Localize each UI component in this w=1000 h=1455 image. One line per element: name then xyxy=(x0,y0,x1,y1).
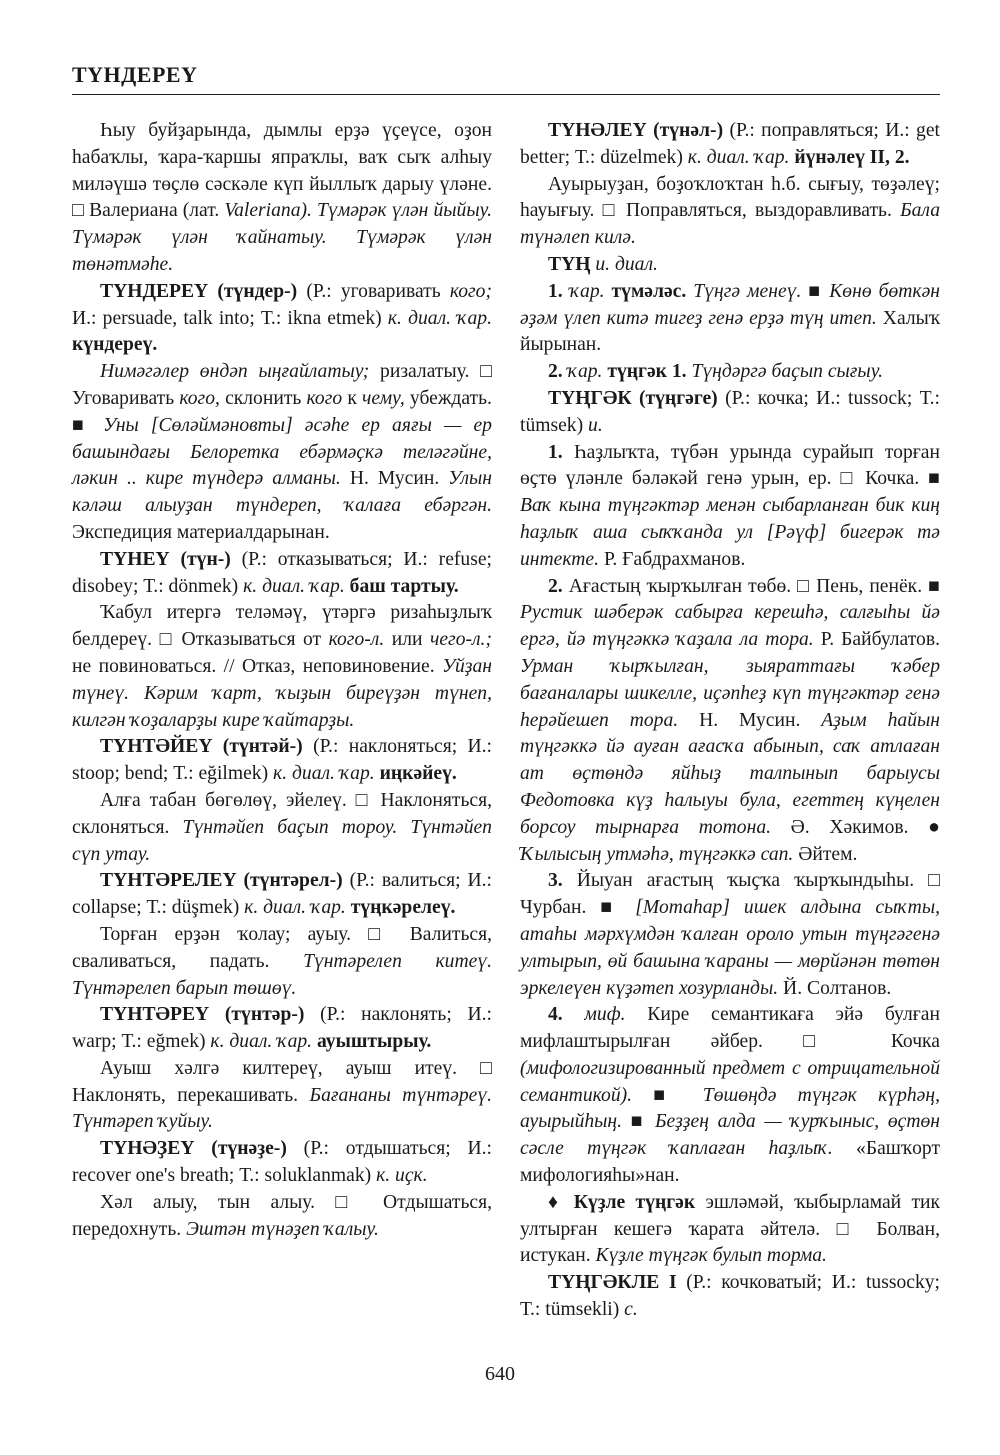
entry-tuntareleu-def: Торған ерҙән ҡолау; ауыу. □ Валиться, сваливаться, падать. Түнтәрелеп китеү. Түнтәрелеп барып төшөү. xyxy=(72,923,493,999)
entry-tuneu: ТҮНЕҮ (түн-) (Р.: отказываться; И.: refuse; disobey; Т.: dönmek) к. диал. ҡар. баш тартыу. xyxy=(72,548,492,597)
entry-tunazeu: ТҮНӘҘЕҮ (түнәҙе-) (Р.: отдышаться; И.: recover one's breath; Т.: soluklanmak) к. иҫк. xyxy=(72,1138,492,1187)
entry-tundereu-def: Нимәгәлер өндәп ыңғайлатыу; ризалатыу. □ Уговаривать кого, склонить кого к чему, убеждать. ■ Уны [Сөләймәновты] әсәһе ер аяғы — ер башындағы Белоретка ебәрмәҫкә теләгәйне, ләкин .. кире түндерә алманы. Н. Мусин. Улын кәләш алыуҙан түндереп, ҡалаға ебәргән. Экспедиция материалдарынан. xyxy=(72,361,492,543)
header-rule xyxy=(72,94,940,95)
entry-tungakle: ТҮҢГӘКЛЕ I (Р.: кочковатый; И.: tussocky; Т.: tümsekli) с. xyxy=(520,1272,940,1321)
entry-tunaleu-def: Ауырыуҙан, боҙоҡлоҡтан һ.б. сығыу, төҙәлеү; һауығыу. □ Поправляться, выздоравливать. Бала түнәлеп килә. xyxy=(520,173,940,249)
entry-tun: ТҮҢ и. диал. xyxy=(548,253,658,275)
entry-tuneu-def: Ҡабул итергә теләмәү, үтәргә ризаһыҙлыҡ белдереү. □ Отказываться от кого-л. или чего-л.; не повиноваться. // Отказ, неповиновение. Уйҙан түнеү. Кәрим ҡарт, ҡыҙын биреүҙән түнеп, килгән ҡоҙаларҙы кире ҡайтарҙы. xyxy=(72,602,492,731)
entry-tunaleu: ТҮНӘЛЕҮ (түнәл-) (Р.: поправляться; И.: get better; Т.: düzelmek) к. диал. ҡар. йүнәлеү II, 2. xyxy=(520,120,940,168)
entry-tungak-sense-2: 2. Ағастың ҡырҡылған төбө. □ Пень, пенёк. ■ Рустик шәберәк сабырға керешһә, салғыһы йә ергә, йә түңгәккә ҡаҙала ла тора. Р. Байбулатов. Урман ҡырҡылған, зыяраттағы ҡәбер бағаналары шикелле, иҫәпһеҙ күп түңгәктәр генә һерәйешеп тора. Н. Мусин. Аҙым һайын түңгәккә йә ауған ағасҡа абынып, саҡ атлаған ат өҫтөндә яйһыҙ талпынып барыусы Федотовка күҙ һалыуы була, егеттең күңелен борсоу тырнарға тотона. Ә. Хәкимов. ● Ҡылысың утмәһә, түңгәккә сап. Әйтем. xyxy=(520,575,940,865)
headword: ТҮҢГӘКЛЕ I xyxy=(548,1272,677,1294)
headword: ТҮНТӘРЕЛЕҮ (түнтәрел-) xyxy=(100,870,343,892)
entry-tuntareu: ТҮНТӘРЕҮ (түнтәр-) (Р.: наклонять; И.: warp; Т.: eğmek) к. диал. ҡар. ауыштырыу. xyxy=(72,1004,492,1053)
entry-tun-sense-2: 2. ҡар. түңгәк 1. Түңдәргә баҫып сығыу. xyxy=(548,361,884,383)
left-column xyxy=(72,118,492,1243)
right-column xyxy=(520,118,940,1324)
entry-tundereu: ТҮНДЕРЕҮ (түндер-) (Р.: уговаривать кого; И.: persuade, talk into; Т.: ikna etmek) к. диал. ҡар. күндереү. xyxy=(72,280,492,356)
headword: ТҮНДЕРЕҮ (түндер-) xyxy=(100,280,298,302)
phrase-kuzle-tungak: ♦ Күҙле түңгәк эшләмәй, ҡыбырламай тик ултырған кешегә ҡарата әйтелә. □ Болван, истукан. Күҙле түңгәк булып торма. xyxy=(520,1191,941,1267)
entry-tungak-sense-4: 4. миф. Кире семантикаға эйә булған мифлаштырылған әйбер. □ Кочка (мифологизированный предмет с отрицательной семантикой). ■ Төшөңдә түңгәк күрһәң, ауырыйһың. ■ Беҙҙең алда — ҡурҡыныс, өҫтөн сәсле түңгәк ҡаплаған һаҙлыҡ. «Башҡорт мифологияһы»нан. xyxy=(520,1004,941,1187)
entry-continuation: Һыу буйҙарында, дымлы ерҙә үҫеүсе, оҙон һабаҡлы, ҡара-ҡаршы япраҡлы, ваҡ сыҡ алһыу миләүшә төҫлө сәскәле күп йыллыҡ дарыу үләне. □ Валериана (лат. Valeriana). Түмәрәк үлән йыйыу. Түмәрәк үлән ҡайнатыу. Түмәрәк үлән төнәтмәһе. xyxy=(72,120,492,275)
entry-tuntayeu: ТҮНТӘЙЕҮ (түнтәй-) (Р.: наклоняться; И.: stoop; bend; Т.: eğilmek) к. диал. ҡар. иңкәйеү. xyxy=(72,736,493,785)
entry-tungak-sense-3: 3. Йыуан ағастың ҡыҫҡа ҡырҡындыһы. □ Чурбан. ■ [Мотаһар] ишек алдына сыҡты, атаһы мәрхүмдән ҡалған ороло утын түңгәгенә ултырып, өй башына ҡараны — мөрйәнән төтөн эркелеүен күҙәтеп хозурланды. Й. Солтанов. xyxy=(520,870,940,999)
entry-tunazeu-def: Хәл алыу, тын алыу. □ Отдышаться, передохнуть. Эштән түнәҙеп ҡалыу. xyxy=(72,1191,492,1240)
entry-tungak: ТҮҢГӘК (түңгәге) (Р.: кочка; И.: tussock; Т.: tümsek) и. xyxy=(520,387,941,436)
page-number: 640 xyxy=(485,1363,515,1385)
entry-tungak-sense-1: 1. Һаҙлыҡта, түбән урында сурайып торған өҫтө үләнле бәләкәй генә урын, ер. □ Кочка. ■ Ваҡ кына түңгәктәр менән сыбарланған бик киң һаҙлыҡ аша сыҡҡанда ул [Рәүф] бигерәк тә интекте. Р. Ғабдрахманов. xyxy=(520,441,940,570)
headword: ТҮНЕҮ (түн-) xyxy=(100,548,231,570)
entry-tuntareu-def: Ауыш хәлгә килтереү, ауыш итеү. □ Наклонять, перекашивать. Бағананы түнтәреү. Түнтәреп ҡуйыу. xyxy=(72,1057,493,1133)
headword: ТҮНТӘЙЕҮ (түнтәй-) xyxy=(100,736,303,758)
headword: ТҮҢ xyxy=(548,253,591,275)
headword: ТҮНӘЛЕҮ (түнәл-) xyxy=(548,120,724,141)
headword: ТҮНТӘРЕҮ (түнтәр-) xyxy=(100,1004,305,1026)
entry-tun-sense-1: 1. ҡар. түмәләс. Түңгә менеү. ■ Көнө бөткән әҙәм үлеп китә тигеҙ генә ерҙә түң итеп. Халыҡ йырынан. xyxy=(520,280,941,356)
entry-tuntareleu: ТҮНТӘРЕЛЕҮ (түнтәрел-) (Р.: валиться; И.: collapse; Т.: düşmek) к. диал. ҡар. түңкәрелеү. xyxy=(72,870,492,919)
entry-tuntayeu-def: Алға табан бөгөлөү, эйелеү. □ Наклоняться, склоняться. Түнтәйеп баҫып тороу. Түнтәйеп сүп утау. xyxy=(72,789,493,865)
running-head: ТҮНДЕРЕҮ xyxy=(72,62,198,87)
headword: ТҮНӘҘЕҮ (түнәҙе-) xyxy=(100,1138,287,1160)
headword: ТҮҢГӘК (түңгәге) xyxy=(548,387,718,409)
